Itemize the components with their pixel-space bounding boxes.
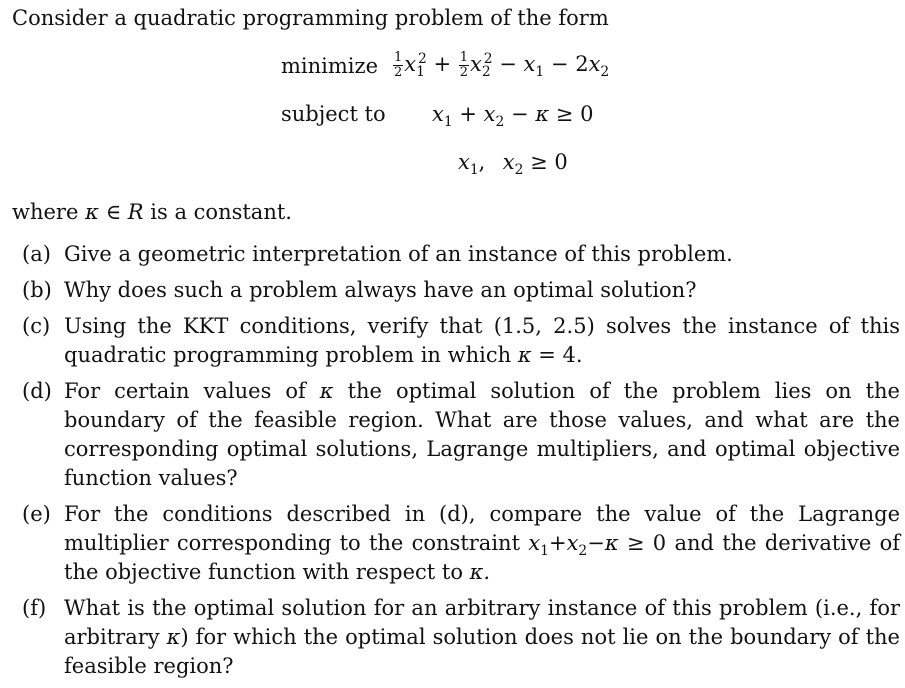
minimize-label: minimize [281,54,378,78]
question-label: (e) [22,502,51,526]
question-text: For certain values of κ the optimal solution of the problem lies on the boundary of the feasible region. What are those values, and what are the corresponding optimal solutions, Lagrange multipliers, and optimal objective function values? [64,379,900,490]
question-label: (c) [22,314,51,338]
question-label: (b) [22,278,52,302]
question-text: Using the KKT conditions, verify that (1.5, 2.5) solves the instance of this quadratic programming problem in which κ = 4. [64,314,900,367]
constraint-sum: $x_1 + x_2 - \kappa \ge 0$ [432,102,594,131]
question-a [22,240,900,269]
constraint-nonneg: $x_1$, $x_2 \ge 0$ [458,150,568,179]
intro-text: Consider a quadratic programming problem of the form [12,6,609,30]
fraction-half: $\frac{1}{2}$ [394,50,403,80]
objective-function: $\frac{1}{2}$ $x_1^2$ + $\frac{1}{2}$ $x_2^2 - x_1 - 2x_2$ [394,50,610,81]
where-line: where κ ∈ R is a constant. [12,200,292,224]
question-e [22,500,900,587]
question-b [22,276,900,305]
question-text: Why does such a problem always have an optimal solution? [64,278,697,302]
question-label: (d) [22,379,52,403]
question-d [22,377,900,493]
question-text: What is the optimal solution for an arbitrary instance of this problem (i.e., for arbitrary κ) for which the optimal solution does not lie on the boundary of the feasible region? [64,596,900,678]
question-text: For the conditions described in (d), compare the value of the Lagrange multiplier corresponding to the constraint $x_1+x_2-\kappa \ge 0$ and the derivative of the objective function with respect to κ. [64,502,900,584]
question-c [22,312,900,370]
question-text: Give a geometric interpretation of an instance of this problem. [64,242,733,266]
question-list [22,240,900,688]
subject-to-label: subject to [281,102,386,126]
question-label: (f) [22,596,47,620]
fraction-half: $\frac{1}{2}$ [459,50,469,80]
question-label: (a) [22,242,51,266]
